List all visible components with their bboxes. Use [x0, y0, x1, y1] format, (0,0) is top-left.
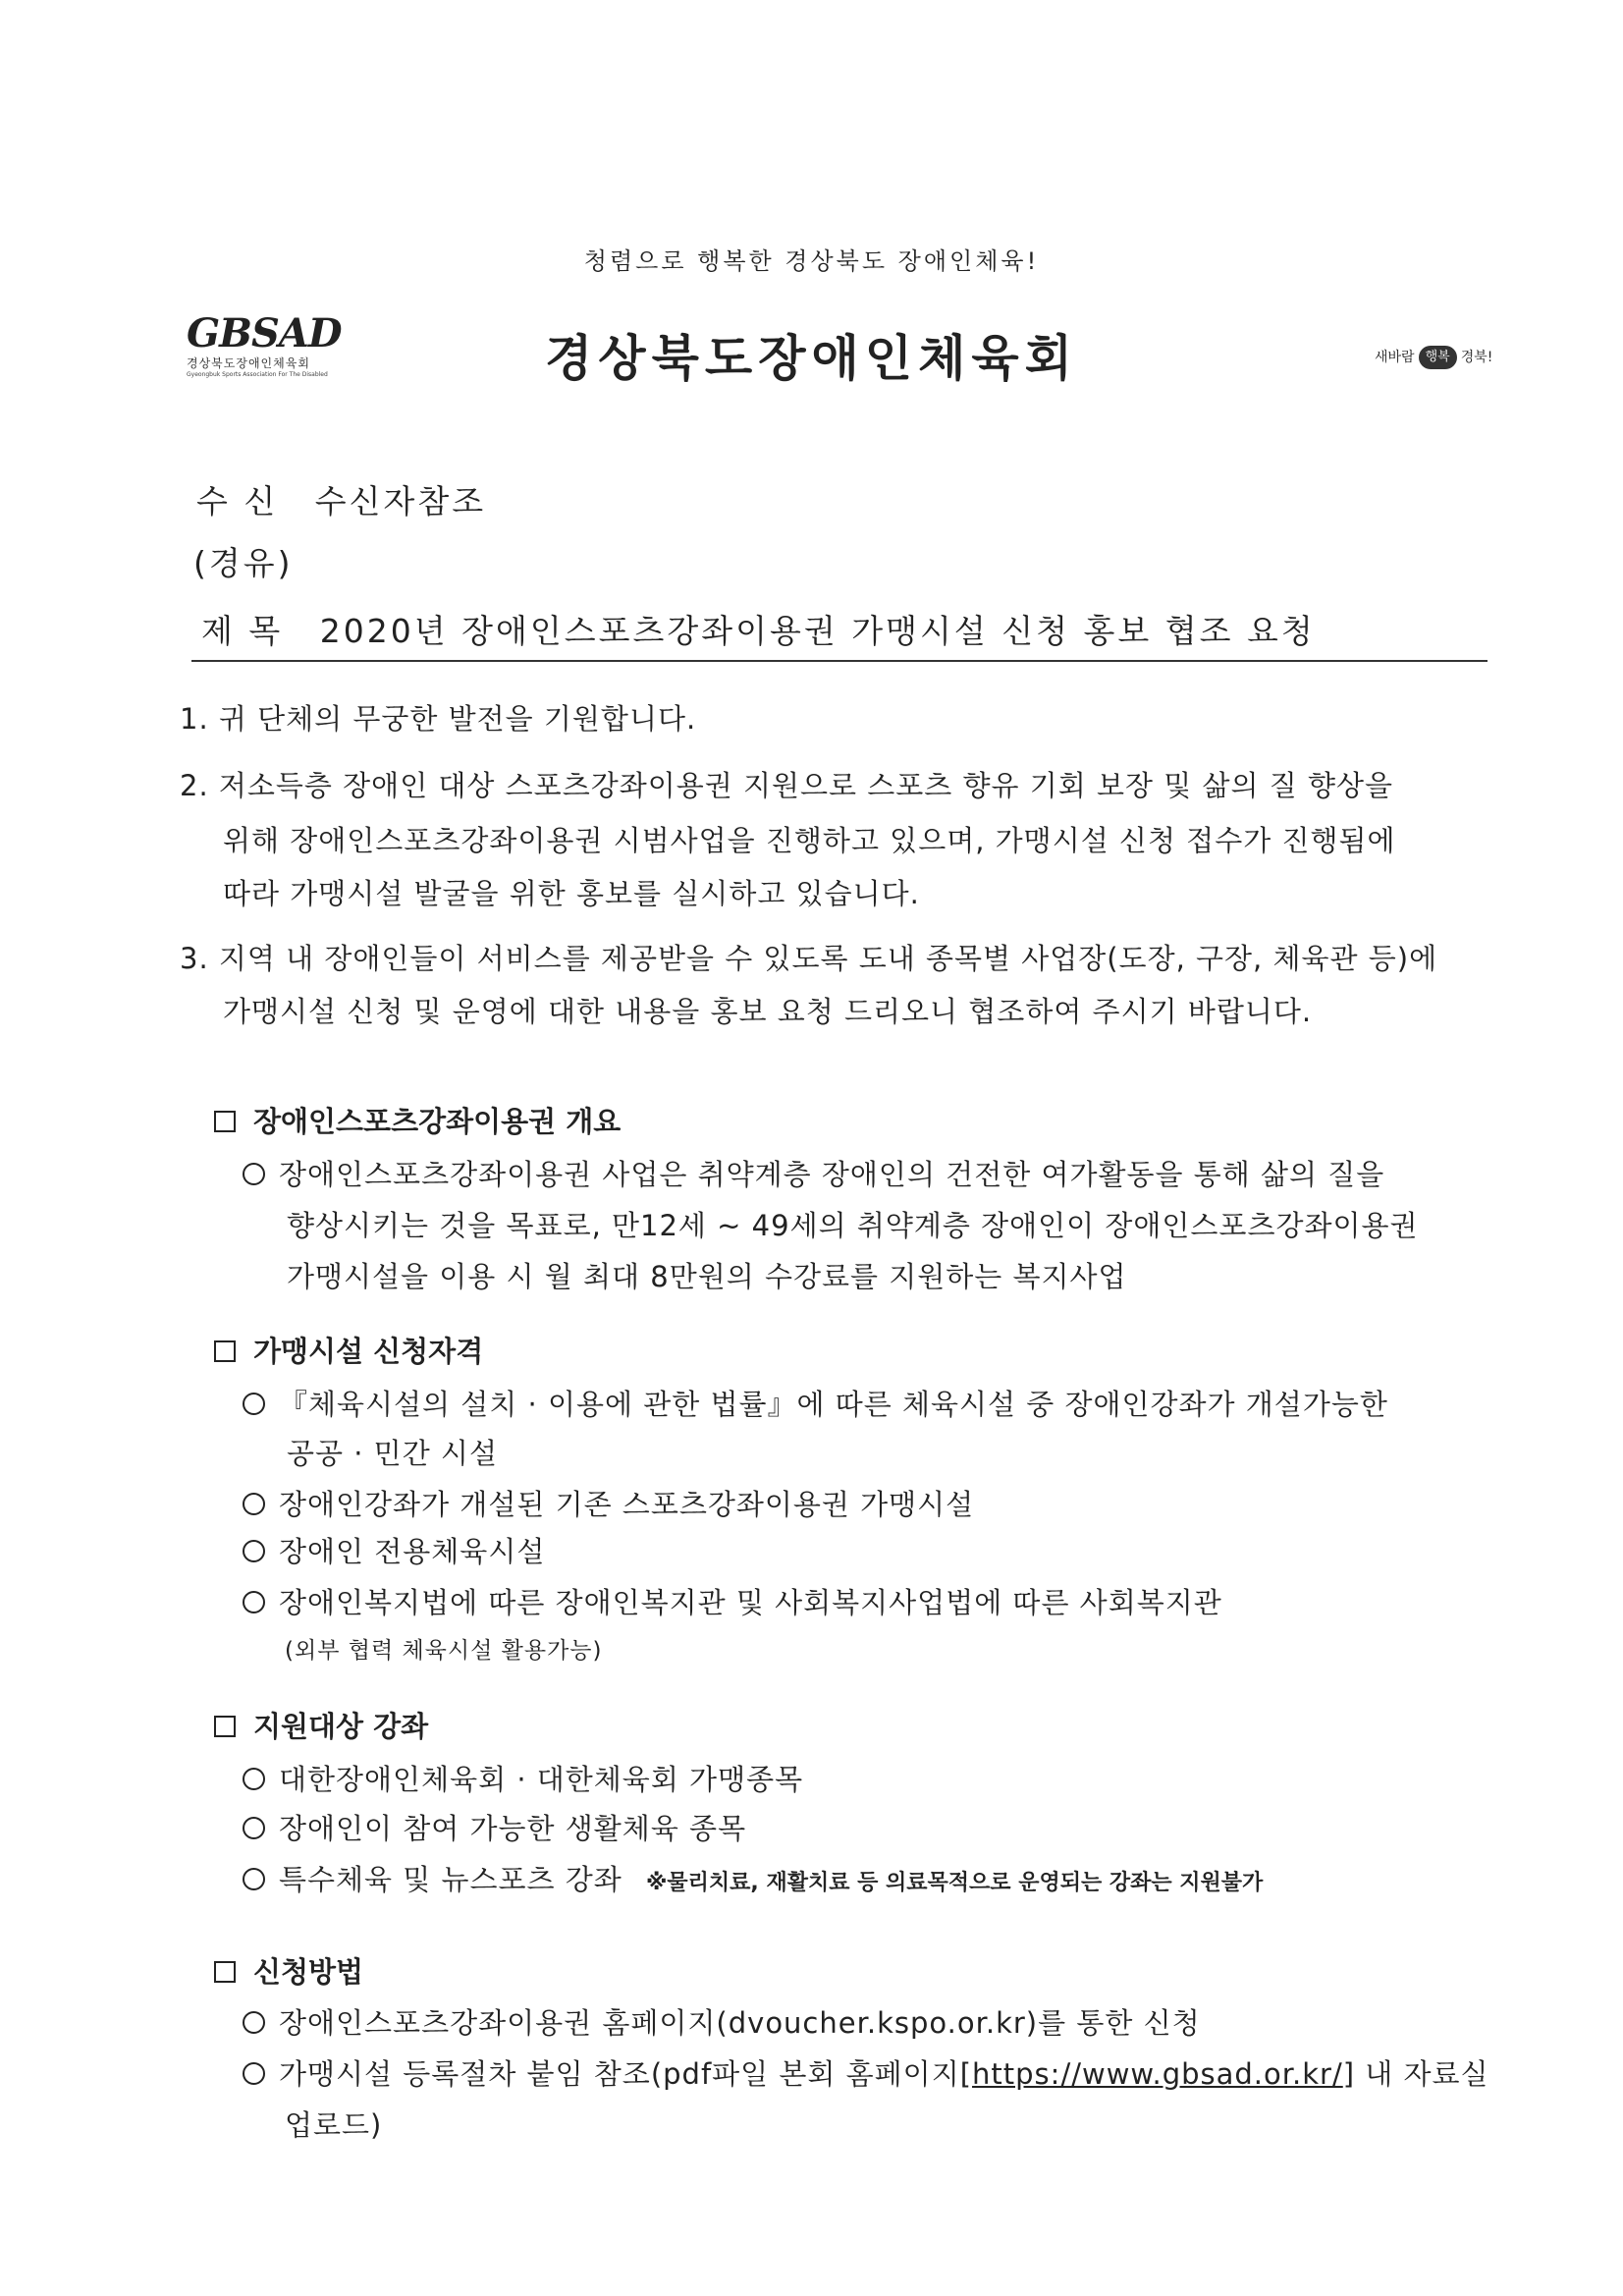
circle-bullet-icon — [243, 1163, 265, 1185]
section-method-label: 신청방법 — [253, 1955, 364, 1989]
target-item1 — [243, 1760, 803, 1799]
eligibility-item1-text: 『체육시설의 설치 · 이용에 관한 법률』에 따른 체육시설 중 장애인강좌가 개설가능한 — [279, 1388, 1388, 1421]
paragraph-3-line2: 가맹시설 신청 및 운영에 대한 내용을 홍보 요청 드리오니 협조하여 주시기 바랍니다. — [223, 995, 1313, 1028]
circle-bullet-icon — [243, 1768, 265, 1790]
overview-line2: 향상시키는 것을 목표로, 만12세 ~ 49세의 취약계층 장애인이 장애인스포츠강좌이용권 — [287, 1209, 1419, 1242]
section-target-label: 지원대상 강좌 — [253, 1710, 429, 1743]
slogan-suffix: 경북! — [1460, 350, 1493, 365]
gbsad-homepage-link[interactable]: https://www.gbsad.or.kr/ — [972, 2057, 1343, 2091]
circle-bullet-icon — [243, 1868, 265, 1890]
checkbox-square-icon — [214, 1111, 236, 1132]
target-item3-note: ※물리치료, 재활치료 등 의료목적으로 운영되는 강좌는 지원불가 — [646, 1871, 1264, 1895]
circle-bullet-icon — [243, 1591, 265, 1613]
circle-bullet-icon — [243, 2011, 265, 2034]
target-item3-text: 특수체육 및 뉴스포츠 강좌 — [279, 1863, 622, 1896]
checkbox-square-icon — [214, 1340, 236, 1362]
method-item2 — [243, 2054, 1489, 2094]
via-label: (경유) — [193, 544, 294, 582]
eligibility-item1-line2: 공공 · 민간 시설 — [287, 1437, 498, 1470]
section-overview-title — [214, 1102, 621, 1141]
section-eligibility-label: 가맹시설 신청자격 — [253, 1335, 484, 1368]
eligibility-item3 — [243, 1532, 545, 1571]
slogan-logo — [1375, 338, 1532, 377]
eligibility-item4-note: (외부 협력 체육시설 활용가능) — [285, 1638, 603, 1664]
target-item2-text: 장애인이 참여 가능한 생활체육 종목 — [279, 1812, 747, 1845]
recipient-value: 수신자참조 — [314, 482, 487, 520]
target-item2 — [243, 1809, 746, 1848]
recipient-label: 수 신 — [196, 482, 279, 520]
recipient-row — [196, 476, 486, 522]
section-method-title — [214, 1952, 363, 1992]
eligibility-item1 — [243, 1385, 1388, 1424]
method-item2-line2: 업로드) — [285, 2108, 383, 2142]
subject-row — [201, 606, 1316, 652]
method-item2-suffix: ] 내 자료실 — [1342, 2057, 1489, 2091]
paragraph-2-line1: 2. 저소득층 장애인 대상 스포츠강좌이용권 지원으로 스포츠 향유 기회 보장 및 삶의 질 향상을 — [180, 769, 1394, 802]
eligibility-item4-text: 장애인복지법에 따른 장애인복지관 및 사회복지사업법에 따른 사회복지관 — [279, 1586, 1222, 1619]
logo-name: 경상북도장애인체육회 — [187, 356, 310, 370]
paragraph-1: 1. 귀 단체의 무궁한 발전을 기원합니다. — [180, 702, 697, 736]
circle-bullet-icon — [243, 1493, 265, 1515]
paragraph-2-line3: 따라 가맹시설 발굴을 위한 홍보를 실시하고 있습니다. — [223, 877, 920, 910]
motto-text: 청렴으로 행복한 경상북도 장애인체육! — [583, 247, 1040, 275]
eligibility-item2 — [243, 1485, 974, 1524]
circle-bullet-icon — [243, 1393, 265, 1415]
subject-value: 2020년 장애인스포츠강좌이용권 가맹시설 신청 홍보 협조 요청 — [319, 612, 1316, 650]
paragraph-3-line1: 3. 지역 내 장애인들이 서비스를 제공받을 수 있도록 도내 종목별 사업장(도장, 구장, 체육관 등)에 — [180, 942, 1438, 975]
section-target-title — [214, 1707, 428, 1746]
circle-bullet-icon — [243, 1817, 265, 1839]
organization-title: 경상북도장애인체육회 — [545, 330, 1078, 387]
paragraph-2-line2: 위해 장애인스포츠강좌이용권 시범사업을 진행하고 있으며, 가맹시설 신청 접수가 진행됨에 — [223, 824, 1396, 857]
eligibility-item2-text: 장애인강좌가 개설된 기존 스포츠강좌이용권 가맹시설 — [279, 1488, 975, 1521]
method-item2-text: 가맹시설 등록절차 붙임 참조(pdf파일 본회 홈페이지[ — [279, 2057, 973, 2091]
slogan-prefix: 새바람 — [1375, 350, 1415, 365]
subject-label: 제 목 — [201, 612, 284, 650]
circle-bullet-icon — [243, 2062, 265, 2085]
checkbox-square-icon — [214, 1716, 236, 1737]
target-item3 — [243, 1860, 1263, 1903]
section-eligibility-title — [214, 1332, 483, 1371]
eligibility-item3-text: 장애인 전용체육시설 — [279, 1535, 546, 1568]
logo-mark: GBSAD — [187, 310, 342, 356]
method-item1 — [243, 2003, 1201, 2043]
checkbox-square-icon — [214, 1961, 236, 1983]
section-overview-label: 장애인스포츠강좌이용권 개요 — [253, 1105, 622, 1138]
circle-bullet-icon — [243, 1540, 265, 1562]
overview-line3: 가맹시설을 이용 시 월 최대 8만원의 수강료를 지원하는 복지사업 — [287, 1260, 1127, 1293]
method-item1-text: 장애인스포츠강좌이용권 홈페이지(dvoucher.kspo.or.kr)를 통한 신청 — [279, 2006, 1201, 2040]
subject-divider — [191, 660, 1488, 662]
overview-line1 — [243, 1155, 1384, 1194]
eligibility-item4 — [243, 1583, 1222, 1622]
heart-icon: 행복 — [1419, 346, 1457, 369]
overview-text-line1: 장애인스포츠강좌이용권 사업은 취약계층 장애인의 건전한 여가활동을 통해 삶의 질을 — [279, 1158, 1385, 1191]
target-item1-text: 대한장애인체육회 · 대한체육회 가맹종목 — [279, 1763, 804, 1796]
logo-subtitle: Gyeongbuk Sports Association For The Disabled — [187, 371, 328, 378]
